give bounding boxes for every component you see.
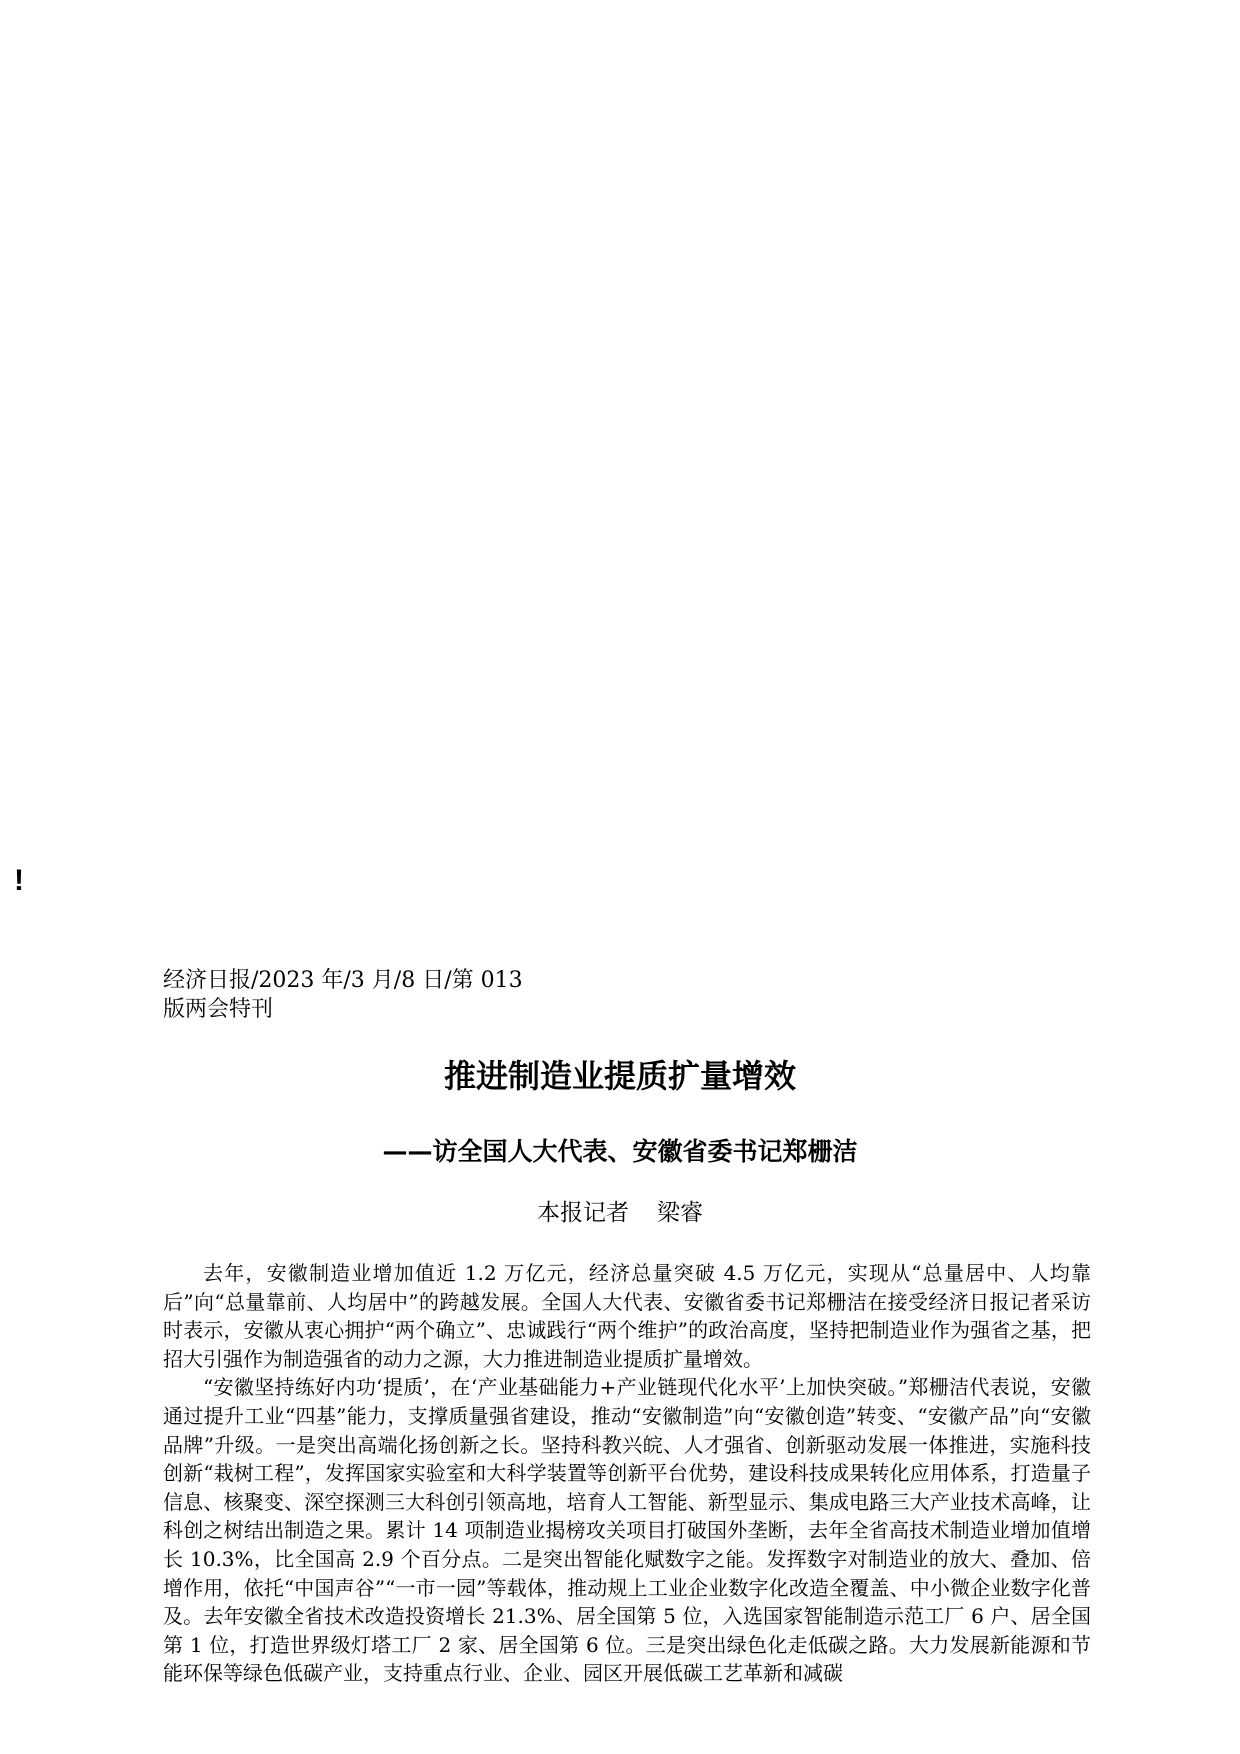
body-paragraph-1: 去年，安徽制造业增加值近 1.2 万亿元，经济总量突破 4.5 万亿元，实现从“总量居中、人均靠后”向“总量靠前、人均居中”的跨越发展。全国人大代表、安徽省委书记郑栅洁在接受经济日报记者采访时表示，安徽从衷心拥护“两个确立”、忠诚践行“两个维护”的政治高度，坚持把制造业作为强省之基，把招大引强作为制造强省的动力之源，大力推进制造业提质扩量增效。 [163,1261,1091,1371]
article-title: 推进制造业提质扩量增效 [443,1057,796,1095]
body-paragraph-2: “安徽坚持练好内功‘提质’，在‘产业基础能力+产业链现代化水平’上加快突破。”郑栅洁代表说，安徽通过提升工业“四基”能力，支撑质量强省建设，推动“安徽制造”向“安徽创造”转变、“安徽产品”向“安徽品牌”升级。一是突出高端化扬创新之长。坚持科教兴皖、人才强省、创新驱动发展一体推进，实施科技创新“栽树工程”，发挥国家实验室和大科学装置等创新平台优势，建设科技成果转化应用体系，打造量子信息、核聚变、深空探测三大科创引领高地，培育人工智能、新型显示、集成电路三大产业技术高峰，让科创之树结出制造之果。累计 14 项制造业揭榜攻关项目打破国外垄断，去年全省高技术制造业增加值增长 10.3%，比全国高 2.9 个百分点。二是突出智能化赋数字之能。发挥数字对制造业的放大、叠加、倍增作用，依托“中国声谷”“一市一园”等载体，推动规上工业企业数字化改造全覆盖、中小微企业数字化普及。去年安徽全省技术改造投资增长 21.3%、居全国第 5 位，入选国家智能制造示范工厂 6 户、居全国第 1 位，打造世界级灯塔工厂 2 家、居全国第 6 位。三是突出绿色化走低碳之路。大力发展新能源和节能环保等绿色低碳产业，支持重点行业、企业、园区开展低碳工艺革新和减碳 [163,1375,1091,1686]
byline [0,1196,1240,1230]
byline-role: 本报记者 [537,1200,629,1226]
article-subtitle: ——访全国人大代表、安徽省委书记郑栅洁 [382,1137,858,1166]
byline-name: 梁睿 [657,1200,703,1226]
warning-mark: ! [14,864,24,897]
article-body [163,1259,1091,1688]
source-citation [163,966,583,1024]
source-line-1: 经济日报/2023 年/3 月/8 日/第 013 [163,968,523,993]
source-line-2: 版两会特刊 [163,997,274,1022]
